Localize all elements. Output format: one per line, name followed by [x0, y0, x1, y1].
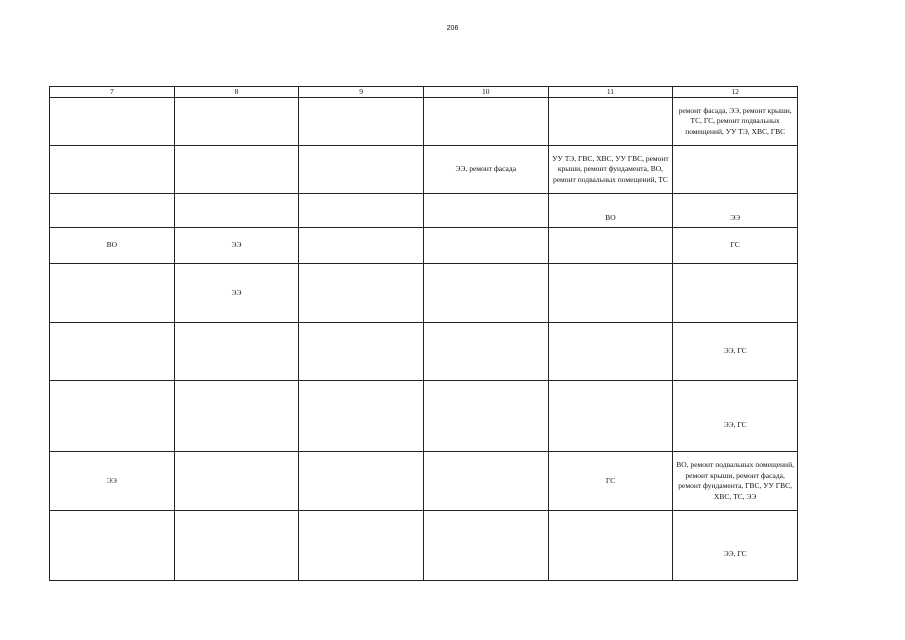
table-cell [548, 194, 673, 228]
table-cell [50, 146, 175, 194]
table-cell [423, 323, 548, 381]
column-header-10: 10 [423, 87, 548, 98]
table-row [50, 381, 798, 452]
table-cell [548, 264, 673, 323]
table-cell [174, 323, 299, 381]
table-cell [299, 452, 424, 511]
column-header-8: 8 [174, 87, 299, 98]
table-cell [299, 194, 424, 228]
table-cell [548, 228, 673, 264]
table-cell [423, 381, 548, 452]
table-cell: ВО, ремонт подвальных помещений, ремонт крыши, ремонт фасада, ремонт фундамента, ГВС, УУ ГВС, ХВС, ТС, ЭЭ [673, 452, 798, 511]
table-cell: ГС [548, 452, 673, 511]
column-header-12: 12 [673, 87, 798, 98]
table-cell [423, 98, 548, 146]
table-cell [174, 194, 299, 228]
table-cell [299, 511, 424, 581]
table-cell: ЭЭ [174, 228, 299, 264]
table-cell [423, 452, 548, 511]
table-cell: ремонт фасада, ЭЭ, ремонт крыши, ТС, ГС, ремонт подвальных помещений, УУ ТЭ, ХВС, ГВС [673, 98, 798, 146]
table-cell [548, 381, 673, 452]
table-cell-text: ЭЭ, ГС [723, 419, 747, 429]
table-cell: ЭЭ, ГС [673, 323, 798, 381]
table-cell [673, 264, 798, 323]
table-cell-text: ЭЭ [730, 213, 741, 223]
table-cell: УУ ТЭ, ГВС, ХВС, УУ ГВС, ремонт крыши, ремонт фундамента, ВО, ремонт подвальных помещений, ТС [548, 146, 673, 194]
table-row [50, 228, 798, 264]
table-cell [423, 194, 548, 228]
table-cell: ЭЭ, ремонт фасада [423, 146, 548, 194]
table-cell: ГС [673, 228, 798, 264]
table-cell [299, 228, 424, 264]
table-header-row [50, 87, 798, 98]
table-cell [174, 381, 299, 452]
column-header-9: 9 [299, 87, 424, 98]
data-table [49, 86, 798, 581]
table-cell-text: ЭЭ, ГС [723, 549, 747, 559]
column-header-11: 11 [548, 87, 673, 98]
table-row [50, 452, 798, 511]
table-cell [673, 511, 798, 581]
table-cell [423, 511, 548, 581]
table-row [50, 194, 798, 228]
table-cell [299, 146, 424, 194]
table-cell [50, 511, 175, 581]
table-cell [50, 381, 175, 452]
table-cell [50, 98, 175, 146]
table-cell [50, 323, 175, 381]
table-row [50, 98, 798, 146]
table-cell-text: ВО [605, 213, 616, 223]
table-cell [299, 98, 424, 146]
table-cell [673, 194, 798, 228]
table-cell [50, 194, 175, 228]
table-cell: ЭЭ [50, 452, 175, 511]
table-cell [299, 323, 424, 381]
table-row [50, 146, 798, 194]
table-cell [50, 264, 175, 323]
table-cell: ЭЭ [174, 264, 299, 323]
table-row [50, 511, 798, 581]
table-cell [299, 381, 424, 452]
table-cell [174, 146, 299, 194]
table-row [50, 323, 798, 381]
table-cell [673, 381, 798, 452]
table-cell [423, 228, 548, 264]
table-cell [299, 264, 424, 323]
table-cell [174, 98, 299, 146]
table-cell [548, 511, 673, 581]
table-cell [673, 146, 798, 194]
table-cell [174, 452, 299, 511]
table-cell: ВО [50, 228, 175, 264]
table-cell [423, 264, 548, 323]
table-cell [548, 323, 673, 381]
table-row [50, 264, 798, 323]
table-cell [174, 511, 299, 581]
table-cell [548, 98, 673, 146]
column-header-7: 7 [50, 87, 175, 98]
page-number: 206 [446, 25, 459, 32]
